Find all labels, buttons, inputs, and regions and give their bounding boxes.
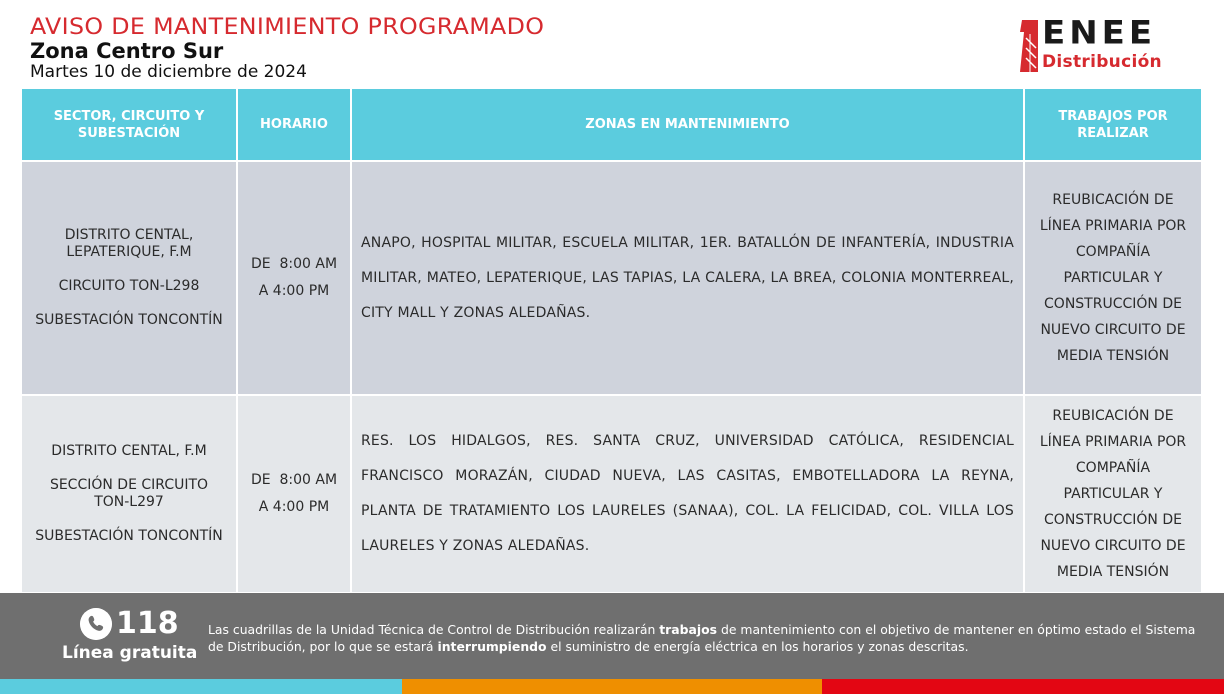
work-description-cell: REUBICACIÓN DE LÍNEA PRIMARIA POR COMPAÑÍA PARTICULAR Y CONSTRUCCIÓN DE NUEVO CIRCUITO DE MEDIA TENSIÓN (1025, 396, 1201, 592)
note-emphasis: trabajos (659, 622, 718, 637)
column-header-horario: HORARIO (238, 89, 350, 160)
hotline-label: Línea gratuita (62, 643, 198, 663)
schedule-to: A 4:00 PM (258, 499, 330, 515)
schedule-from: DE 8:00 AM (250, 256, 338, 272)
sector-name: DISTRITO CENTAL, LEPATERIQUE, F.M (64, 227, 194, 260)
table-row (22, 162, 1201, 394)
maintenance-table (20, 87, 1203, 594)
note-text: el suministro de energía eléctrica en los horarios y zonas descritas. (546, 639, 969, 654)
logo-brand-text: ENEE (1042, 14, 1157, 53)
column-header-sector: SECTOR, CIRCUITO Y SUBESTACIÓN (22, 89, 236, 160)
color-stripe-cyan (0, 679, 402, 694)
footer-banner (0, 593, 1224, 679)
color-stripe-orange (402, 679, 822, 694)
schedule-to: A 4:00 PM (258, 283, 330, 299)
column-header-zonas: ZONAS EN MANTENIMIENTO (352, 89, 1023, 160)
zones-cell: RES. LOS HIDALGOS, RES. SANTA CRUZ, UNIVERSIDAD CATÓLICA, RESIDENCIAL FRANCISCO MORAZÁN, CIUDAD NUEVA, LAS CASITAS, EMBOTELLADORA LA REYNA, PLANTA DE TRATAMIENTO LOS LAURELES (SANAA), COL. LA FELICIDAD, COL. VILLA LOS LAURELES Y ZONAS ALEDAÑAS. (352, 396, 1023, 592)
note-emphasis: interrumpiendo (437, 639, 547, 654)
sector-name: DISTRITO CENTAL, F.M (51, 443, 207, 459)
phone-icon (80, 608, 112, 640)
zone-name: Zona Centro Sur (30, 39, 224, 63)
logo-subtitle: Distribución (1042, 52, 1162, 72)
notice-header (0, 0, 1224, 88)
table-row (22, 396, 1201, 592)
schedule-from: DE 8:00 AM (250, 472, 338, 488)
sector-cell (22, 396, 236, 592)
zones-cell: ANAPO, HOSPITAL MILITAR, ESCUELA MILITAR, 1ER. BATALLÓN DE INFANTERÍA, INDUSTRIA MILITAR, MATEO, LEPATERIQUE, LAS TAPIAS, LA CALERA, LA BREA, COLONIA MONTERREAL, CITY MALL Y ZONAS ALEDAÑAS. (352, 162, 1023, 394)
schedule-cell (238, 396, 350, 592)
circuit-name: SECCIÓN DE CIRCUITO TON-L297 (49, 477, 209, 510)
enee-logo (1020, 14, 1192, 76)
color-stripe-red (822, 679, 1224, 694)
circuit-name: CIRCUITO TON-L298 (58, 278, 200, 294)
column-header-trabajos: TRABAJOS POR REALIZAR (1025, 89, 1201, 160)
note-text: Las cuadrillas de la Unidad Técnica de Control de Distribución realizarán (208, 622, 660, 637)
substation-name: SUBESTACIÓN TONCONTÍN (35, 528, 223, 544)
footer-note (208, 621, 1198, 655)
notice-date: Martes 10 de diciembre de 2024 (30, 62, 307, 82)
substation-name: SUBESTACIÓN TONCONTÍN (35, 312, 223, 328)
transmission-tower-icon (1020, 20, 1038, 72)
table-header-row (22, 89, 1201, 160)
work-description-cell: REUBICACIÓN DE LÍNEA PRIMARIA POR COMPAÑÍA PARTICULAR Y CONSTRUCCIÓN DE NUEVO CIRCUITO DE MEDIA TENSIÓN (1025, 162, 1201, 394)
sector-cell (22, 162, 236, 394)
notice-title: AVISO DE MANTENIMIENTO PROGRAMADO (30, 15, 545, 40)
schedule-cell (238, 162, 350, 394)
hotline-number: 118 (116, 606, 179, 641)
note-text: de mantenimiento con el objetivo de mantener en óptimo estado el Sistema de Distribución, por lo que se estará (208, 622, 1196, 654)
